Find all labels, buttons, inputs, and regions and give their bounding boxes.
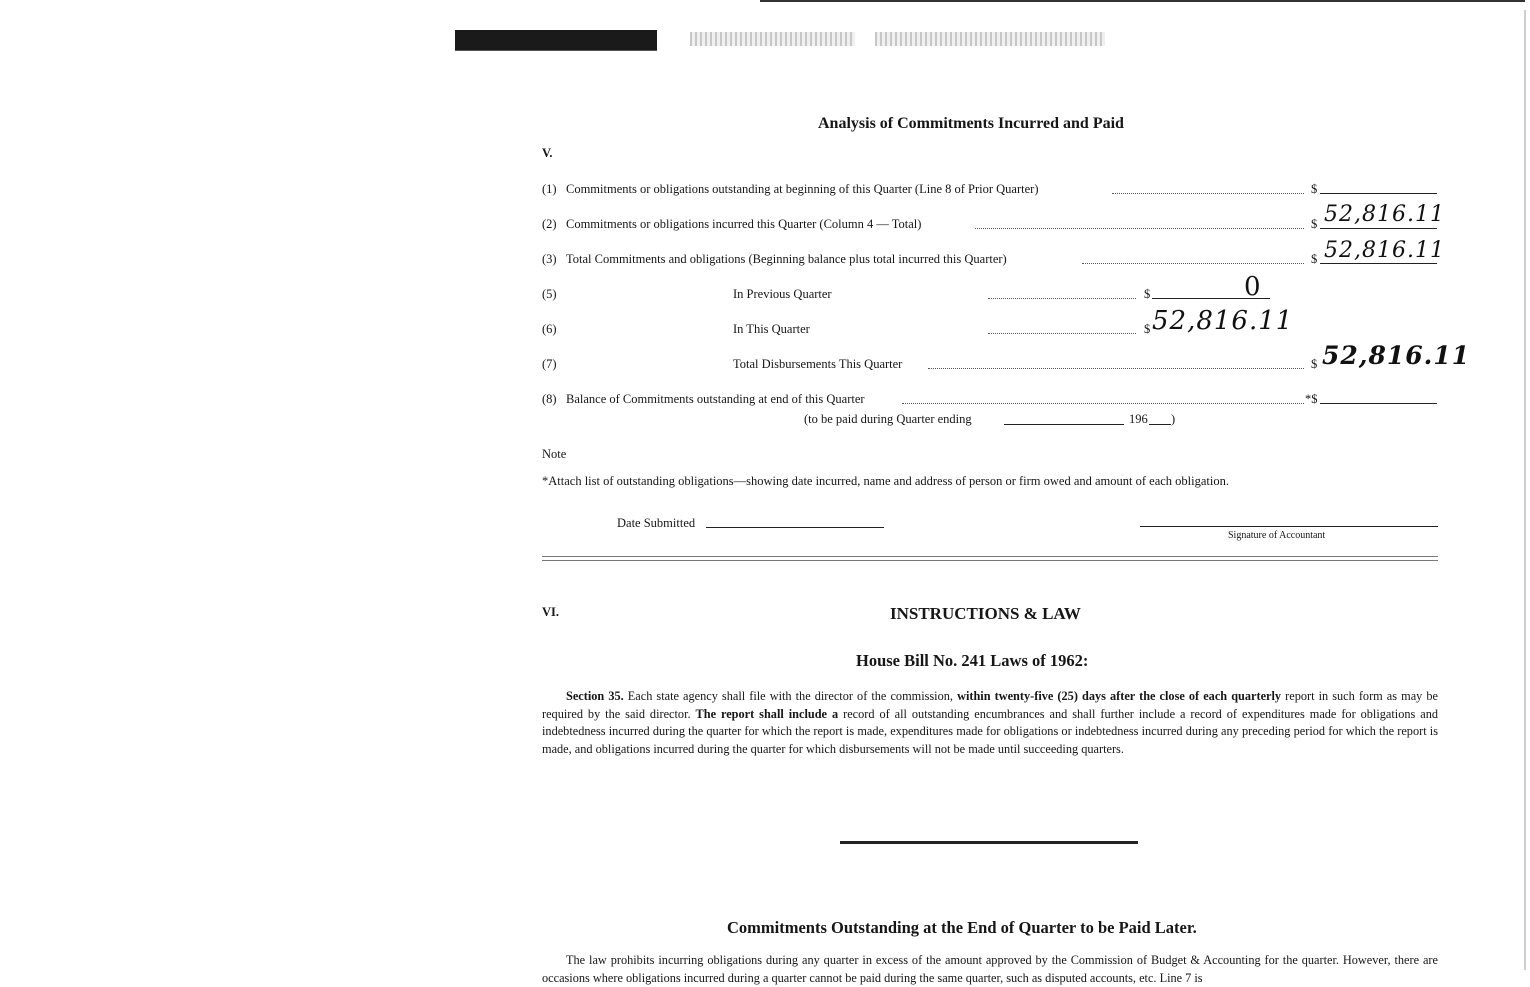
line-3-dollar: $ [1311, 252, 1318, 266]
to-be-paid-label: (to be paid during Quarter ending [804, 412, 972, 426]
section-35-text-2: report in such form as may be required by the said director. [542, 689, 1438, 721]
line-8-number: (8) [542, 392, 557, 406]
date-submitted-label: Date Submitted [617, 516, 696, 530]
line-3-leader [1082, 263, 1304, 264]
line-6-handwritten-amount: 52,816.11 [1152, 306, 1294, 336]
outstanding-paragraph: The law prohibits incurring obligations during any quarter in excess of the amount approved by the Commission of Budget & Accounting for the quarter. However, there are occasions where obligations incurred during a quarter cannot be paid during the same quarter, such as disputed accounts, etc. Line 7 is [542, 953, 1438, 985]
line-8-amount-field[interactable] [1320, 403, 1437, 404]
year-field[interactable] [1149, 424, 1171, 425]
faint-header-text [690, 32, 855, 46]
line-7-text: Total Disbursements This Quarter [733, 357, 903, 371]
line-5-dollar: $ [1144, 287, 1151, 301]
center-rule [840, 841, 1138, 844]
line-1-amount-field[interactable] [1320, 193, 1437, 194]
line-5-number: (5) [542, 287, 557, 301]
line-6-number: (6) [542, 322, 557, 336]
analysis-title: Analysis of Commitments Incurred and Paid [818, 115, 1124, 132]
line-6-leader [988, 333, 1136, 334]
section-35-paragraph [542, 688, 1438, 758]
line-6-text: In This Quarter [733, 322, 810, 336]
year-prefix: 196 [1129, 412, 1148, 426]
signature-label: Signature of Accountant [1228, 530, 1326, 541]
section-label-vi: VI. [542, 605, 560, 619]
line-2-leader [975, 228, 1304, 229]
line-7-leader [928, 368, 1304, 369]
line-3-number: (3) [542, 252, 557, 266]
bill-title: House Bill No. 241 Laws of 1962: [856, 651, 1089, 670]
line-7-number: (7) [542, 357, 557, 371]
line-2-number: (2) [542, 217, 557, 231]
line-3-amount-field[interactable] [1320, 263, 1437, 264]
line-8-dollar: *$ [1305, 392, 1318, 406]
page-edge-line [1524, 10, 1526, 970]
line-1-dollar: $ [1311, 182, 1318, 196]
note-label: Note [542, 447, 567, 461]
outstanding-title: Commitments Outstanding at the End of Quarter to be Paid Later. [727, 918, 1197, 937]
note-text: *Attach list of outstanding obligations—showing date incurred, name and address of person or firm owed and amount of each obligation. [542, 474, 1229, 488]
line-2-dollar: $ [1311, 217, 1318, 231]
line-5-text: In Previous Quarter [733, 287, 832, 301]
section-35-text-3: record of all outstanding encumbrances and shall further include a record of expenditures made for obligations and indebtedness incurred during the quarter for which the report is made, expenditures made for obligations or indebtedness incurred during any preceding period for which the report is made, and obligations incurred during the quarter for which disbursements will not be made until succeeding quarters. [542, 706, 1439, 756]
line-7-handwritten-amount: 52,816.11 [1322, 341, 1471, 370]
section-separator [542, 556, 1438, 561]
line-2-text: Commitments or obligations incurred this Quarter (Column 4 — Total) [566, 217, 922, 231]
section-label-v: V. [542, 146, 553, 160]
date-submitted-field[interactable] [706, 527, 884, 528]
section-35-lead: Section 35. [566, 689, 624, 703]
instructions-title: INSTRUCTIONS & LAW [890, 604, 1081, 623]
signature-line[interactable] [1140, 526, 1438, 527]
redaction-bar [455, 30, 657, 50]
line-1-number: (1) [542, 182, 557, 196]
line-6-dollar: $ [1144, 322, 1151, 336]
line-3-handwritten-amount: 52,816.11 [1324, 238, 1445, 263]
line-2-amount-field[interactable] [1320, 228, 1437, 229]
line-8-text: Balance of Commitments outstanding at end of this Quarter [566, 392, 865, 406]
line-5-handwritten-amount: 0 [1244, 272, 1262, 302]
faint-header-text [875, 32, 1105, 46]
line-3-text: Total Commitments and obligations (Beginning balance plus total incurred this Quarter) [566, 252, 1007, 266]
section-35-bold-1: within twenty-five (25) days after the close of each quarterly [957, 689, 1282, 703]
section-35-bold-2: The report shall include a [695, 706, 839, 721]
line-5-leader [988, 298, 1136, 299]
line-1-leader [1112, 193, 1304, 194]
top-edge-line [760, 0, 1525, 2]
to-be-paid-close: ) [1171, 412, 1176, 426]
section-35-text-1: Each state agency shall file with the director of the commission, [627, 689, 953, 703]
line-2-handwritten-amount: 52,816.11 [1324, 202, 1445, 227]
line-1-text: Commitments or obligations outstanding at beginning of this Quarter (Line 8 of Prior Quarter) [566, 182, 1039, 196]
line-7-dollar: $ [1311, 357, 1318, 371]
quarter-ending-field[interactable] [1004, 424, 1124, 425]
line-8-leader [902, 403, 1304, 404]
